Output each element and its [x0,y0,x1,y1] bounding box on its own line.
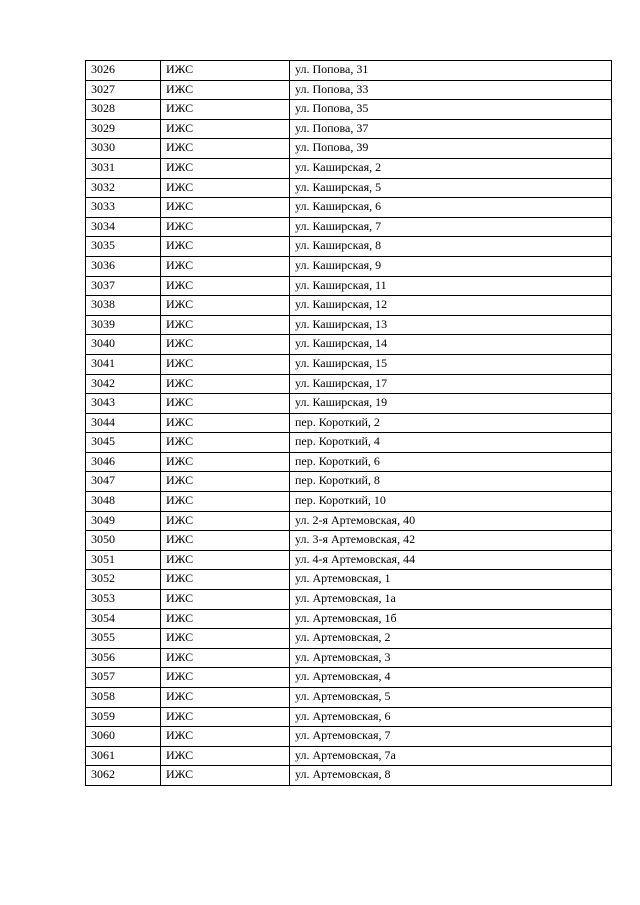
cell-address-text: ул. Каширская, 9 [295,257,382,272]
table-row [86,158,612,178]
cell-address [290,766,612,786]
cell-building-type-text: ИЖС [166,218,194,233]
cell-record-number [86,511,161,531]
cell-address-text: ул. Каширская, 6 [295,199,382,214]
cell-building-type-text: ИЖС [166,101,194,116]
cell-address-text: ул. Артемовская, 5 [295,689,391,703]
cell-building-type [161,335,290,355]
cell-record-number [86,374,161,394]
cell-building-type-text: ИЖС [166,375,194,390]
cell-building-type [161,609,290,629]
cell-record-number [86,629,161,649]
cell-building-type [161,531,290,551]
cell-address [290,550,612,570]
cell-address-text: пер. Короткий, 10 [295,493,386,508]
cell-record-number-text: 3044 [91,414,115,429]
cell-address-text: пер. Короткий, 4 [295,434,380,449]
cell-record-number-text: 3028 [91,101,115,116]
cell-address-text: ул. Каширская, 17 [295,375,388,390]
cell-building-type-text: ИЖС [166,669,194,684]
cell-record-number-text: 3058 [91,689,115,703]
table-row [86,335,612,355]
cell-address [290,394,612,414]
cell-building-type [161,139,290,159]
table-row [86,61,612,81]
table-row [86,374,612,394]
cell-address [290,198,612,218]
cell-building-type-text: ИЖС [166,159,194,174]
cell-address [290,354,612,374]
table-row [86,550,612,570]
cell-record-number [86,570,161,590]
table-row [86,707,612,727]
cell-address-text: ул. Попова, 35 [295,101,369,116]
cell-record-number-text: 3031 [91,159,115,174]
table-row [86,668,612,688]
cell-record-number [86,217,161,237]
cell-address [290,158,612,178]
cell-record-number-text: 3038 [91,297,115,312]
cell-record-number [86,256,161,276]
table-body [86,61,612,786]
cell-address [290,668,612,688]
table-row [86,766,612,786]
table-row [86,354,612,374]
cell-building-type-text: ИЖС [166,414,194,429]
cell-record-number [86,276,161,296]
cell-building-type-text: ИЖС [166,649,194,664]
table-row [86,531,612,551]
table-row [86,119,612,139]
cell-building-type-text: ИЖС [166,257,194,272]
cell-address [290,609,612,629]
cell-record-number [86,590,161,610]
cell-building-type [161,158,290,178]
cell-building-type [161,374,290,394]
cell-record-number-text: 3034 [91,218,115,233]
cell-building-type [161,256,290,276]
cell-record-number-text: 3054 [91,610,115,625]
cell-record-number-text: 3062 [91,767,115,782]
cell-building-type-text: ИЖС [166,767,194,782]
cell-record-number-text: 3036 [91,257,115,272]
cell-record-number [86,550,161,570]
table-row [86,198,612,218]
cell-building-type-text: ИЖС [166,120,194,135]
cell-address [290,433,612,453]
cell-building-type [161,629,290,649]
cell-building-type [161,727,290,747]
cell-address-text: ул. Артемовская, 8 [295,767,391,782]
table-row [86,648,612,668]
cell-building-type-text: ИЖС [166,630,194,645]
cell-address [290,727,612,747]
cell-address [290,492,612,512]
cell-record-number [86,100,161,120]
cell-building-type-text: ИЖС [166,140,194,155]
cell-building-type-text: ИЖС [166,179,194,194]
table-row [86,178,612,198]
cell-record-number [86,746,161,766]
table-row [86,570,612,590]
cell-record-number-text: 3032 [91,179,115,194]
cell-record-number-text: 3056 [91,649,115,664]
cell-record-number-text: 3052 [91,571,115,586]
cell-address-text: ул. 3-я Артемовская, 42 [295,532,416,547]
cell-building-type-text: ИЖС [166,747,194,762]
cell-record-number-text: 3057 [91,669,115,684]
cell-building-type-text: ИЖС [166,473,194,488]
cell-record-number-text: 3027 [91,81,115,96]
table-row [86,590,612,610]
cell-address [290,472,612,492]
cell-building-type [161,413,290,433]
cell-record-number [86,766,161,786]
cell-building-type-text: ИЖС [166,493,194,508]
cell-building-type [161,61,290,81]
cell-record-number [86,531,161,551]
table-row [86,727,612,747]
cell-building-type [161,648,290,668]
cell-record-number [86,296,161,316]
cell-record-number [86,158,161,178]
cell-building-type-text: ИЖС [166,453,194,468]
cell-address-text: ул. Каширская, 11 [295,277,387,292]
cell-building-type [161,217,290,237]
cell-record-number [86,727,161,747]
table-row [86,139,612,159]
cell-address-text: ул. Попова, 33 [295,81,369,96]
cell-building-type-text: ИЖС [166,316,194,331]
cell-address-text: ул. Каширская, 14 [295,336,388,351]
cell-address-text: ул. Каширская, 19 [295,395,388,410]
cell-building-type-text: ИЖС [166,708,194,723]
cell-record-number-text: 3039 [91,316,115,331]
cell-address-text: пер. Короткий, 8 [295,473,380,488]
cell-address-text: ул. Артемовская, 1 [295,571,391,586]
cell-address [290,511,612,531]
table-row [86,276,612,296]
cell-address-text: ул. Артемовская, 1б [295,610,397,625]
cell-record-number [86,80,161,100]
cell-building-type-text: ИЖС [166,395,194,410]
cell-record-number-text: 3049 [91,512,115,527]
cell-building-type [161,198,290,218]
cell-record-number [86,335,161,355]
cell-address [290,746,612,766]
cell-record-number-text: 3048 [91,493,115,508]
cell-building-type-text: ИЖС [166,81,194,96]
cell-record-number [86,198,161,218]
cell-address-text: ул. Артемовская, 7 [295,728,391,743]
cell-record-number-text: 3040 [91,336,115,351]
cell-record-number [86,472,161,492]
cell-record-number [86,433,161,453]
cell-record-number [86,492,161,512]
cell-record-number-text: 3037 [91,277,115,292]
cell-building-type [161,550,290,570]
cell-address [290,531,612,551]
cell-building-type [161,746,290,766]
cell-address-text: ул. Артемовская, 6 [295,708,391,723]
cell-address-text: ул. 4-я Артемовская, 44 [295,551,416,566]
cell-record-number [86,119,161,139]
cell-address [290,80,612,100]
cell-address [290,61,612,81]
cell-record-number-text: 3045 [91,434,115,449]
cell-address-text: ул. Попова, 31 [295,62,369,76]
cell-record-number [86,394,161,414]
cell-record-number-text: 3060 [91,728,115,743]
table-row [86,433,612,453]
cell-building-type-text: ИЖС [166,551,194,566]
cell-record-number [86,61,161,81]
cell-address-text: ул. Артемовская, 7а [295,747,396,762]
cell-building-type [161,80,290,100]
cell-record-number-text: 3047 [91,473,115,488]
cell-record-number-text: 3051 [91,551,115,566]
cell-building-type-text: ИЖС [166,199,194,214]
cell-building-type [161,394,290,414]
cell-record-number [86,452,161,472]
cell-building-type [161,570,290,590]
cell-record-number-text: 3053 [91,591,115,606]
table-row [86,472,612,492]
cell-building-type [161,590,290,610]
cell-address-text: ул. Каширская, 8 [295,238,382,253]
cell-building-type-text: ИЖС [166,434,194,449]
cell-address [290,590,612,610]
cell-building-type [161,492,290,512]
cell-building-type-text: ИЖС [166,336,194,351]
cell-record-number-text: 3033 [91,199,115,214]
cell-address-text: пер. Короткий, 6 [295,453,380,468]
table-row [86,452,612,472]
table-row [86,394,612,414]
cell-address [290,217,612,237]
cell-record-number [86,707,161,727]
cell-record-number [86,609,161,629]
table-row [86,315,612,335]
table-row [86,80,612,100]
cell-building-type [161,433,290,453]
cell-address [290,688,612,708]
cell-record-number-text: 3035 [91,238,115,253]
cell-address-text: ул. Артемовская, 2 [295,630,391,645]
cell-address [290,237,612,257]
cell-building-type-text: ИЖС [166,297,194,312]
cell-building-type-text: ИЖС [166,238,194,253]
table-row [86,100,612,120]
cell-address-text: ул. Каширская, 12 [295,297,388,312]
cell-address-text: пер. Короткий, 2 [295,414,380,429]
cell-building-type [161,472,290,492]
cell-building-type [161,119,290,139]
table-row [86,256,612,276]
cell-address [290,100,612,120]
cell-building-type [161,688,290,708]
cell-address [290,629,612,649]
cell-building-type [161,452,290,472]
cell-building-type [161,100,290,120]
cell-building-type [161,511,290,531]
table-row [86,688,612,708]
cell-address-text: ул. Каширская, 13 [295,316,388,331]
cell-address-text: ул. Артемовская, 1а [295,591,396,606]
cell-record-number [86,139,161,159]
cell-record-number-text: 3041 [91,355,115,370]
cell-building-type-text: ИЖС [166,512,194,527]
cell-building-type [161,668,290,688]
cell-building-type [161,296,290,316]
cell-address-text: ул. 2-я Артемовская, 40 [295,512,416,527]
table-row [86,511,612,531]
cell-address [290,413,612,433]
cell-building-type-text: ИЖС [166,355,194,370]
cell-record-number [86,668,161,688]
cell-building-type-text: ИЖС [166,532,194,547]
cell-record-number-text: 3043 [91,395,115,410]
cell-building-type-text: ИЖС [166,689,194,703]
table-row [86,629,612,649]
cell-building-type [161,315,290,335]
cell-address-text: ул. Попова, 39 [295,140,369,155]
table-row [86,413,612,433]
table-row [86,492,612,512]
table-row [86,296,612,316]
cell-building-type [161,766,290,786]
cell-address [290,139,612,159]
cell-address [290,570,612,590]
cell-record-number [86,688,161,708]
cell-address-text: ул. Каширская, 7 [295,218,382,233]
cell-record-number-text: 3061 [91,747,115,762]
cell-address [290,452,612,472]
table-row [86,609,612,629]
cell-building-type [161,178,290,198]
cell-address [290,178,612,198]
table-row [86,237,612,257]
table-row [86,217,612,237]
cell-building-type [161,707,290,727]
cell-building-type [161,276,290,296]
cell-address [290,335,612,355]
cell-building-type-text: ИЖС [166,571,194,586]
cell-record-number [86,354,161,374]
table-row [86,746,612,766]
cell-record-number [86,413,161,433]
cell-record-number-text: 3042 [91,375,115,390]
cell-record-number [86,178,161,198]
cell-building-type-text: ИЖС [166,277,194,292]
cell-record-number-text: 3029 [91,120,115,135]
address-registry-table [85,60,612,786]
cell-address [290,648,612,668]
cell-record-number-text: 3026 [91,62,115,76]
cell-building-type [161,354,290,374]
cell-address-text: ул. Артемовская, 3 [295,649,391,664]
cell-address [290,315,612,335]
cell-address-text: ул. Артемовская, 4 [295,669,391,684]
cell-record-number-text: 3030 [91,140,115,155]
cell-building-type-text: ИЖС [166,610,194,625]
cell-building-type-text: ИЖС [166,591,194,606]
cell-address-text: ул. Каширская, 2 [295,159,382,174]
cell-record-number-text: 3055 [91,630,115,645]
cell-building-type-text: ИЖС [166,728,194,743]
cell-address [290,296,612,316]
cell-record-number [86,648,161,668]
cell-address-text: ул. Каширская, 5 [295,179,382,194]
cell-address [290,374,612,394]
cell-address [290,119,612,139]
cell-record-number [86,237,161,257]
cell-record-number-text: 3046 [91,453,115,468]
cell-record-number-text: 3059 [91,708,115,723]
cell-record-number [86,315,161,335]
cell-address [290,256,612,276]
cell-record-number-text: 3050 [91,532,115,547]
cell-address-text: ул. Попова, 37 [295,120,369,135]
cell-building-type-text: ИЖС [166,62,194,76]
cell-address-text: ул. Каширская, 15 [295,355,388,370]
cell-address [290,276,612,296]
cell-building-type [161,237,290,257]
cell-address [290,707,612,727]
